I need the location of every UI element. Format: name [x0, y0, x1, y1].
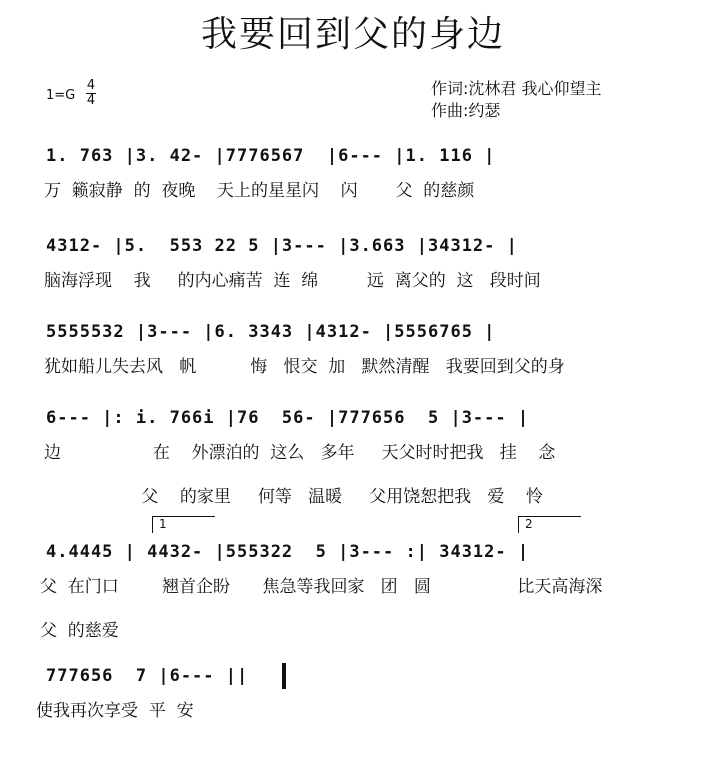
key-signature: 1=G — [46, 88, 76, 103]
time-signature-top: 4 — [86, 78, 96, 93]
lyric-row-5a: 父 在门口 翘首企盼 焦急等我回家 团 圆 比天高海深 — [40, 577, 603, 597]
lyric-row-4b: 父 的家里 何等 温暖 父用饶恕把我 爱 怜 — [44, 487, 543, 507]
notation-row-4: 6--- |: i. 766i |76 56- |777656 5 |3--- | — [46, 408, 530, 428]
notation-row-5: 4.4445 | 4432- |555322 5 |3--- :| 34312- | — [46, 542, 530, 562]
notation-row-3: 5555532 |3--- |6. 3343 |4312- |5556765 | — [46, 322, 496, 342]
notation-row-6: 777656 7 |6--- || — [46, 666, 249, 686]
volta-second: 2 — [518, 516, 581, 533]
lyric-row-4a: 边 在 外漂泊的 这么 多年 天父时时把我 挂 念 — [44, 443, 556, 463]
composer-credit: 作曲:约瑟 — [431, 101, 501, 120]
lyricist-credit: 作词:沈林君 我心仰望主 — [431, 79, 602, 98]
notation-row-1: 1. 763 |3. 42- |7776567 |6--- |1. 116 | — [46, 146, 496, 166]
time-signature-bottom: 4 — [86, 93, 96, 108]
lyric-row-5b: 父 的慈爱 — [40, 621, 119, 641]
lyric-row-3: 犹如船儿失去风 帆 悔 恨交 加 默然清醒 我要回到父的身 — [44, 357, 565, 377]
volta-first: 1 — [152, 516, 215, 533]
lyric-row-6: 使我再次享受 平 安 — [36, 701, 194, 721]
lyric-row-1: 万 籁寂静 的 夜晚 天上的星星闪 闪 父 的慈颜 — [44, 181, 475, 201]
final-barline — [282, 663, 286, 689]
lyric-row-2: 脑海浮现 我 的内心痛苦 连 绵 远 离父的 这 段时间 — [44, 271, 541, 291]
song-title: 我要回到父的身边 — [200, 14, 505, 55]
time-signature — [86, 80, 96, 107]
notation-row-2: 4312- |5. 553 22 5 |3--- |3.663 |34312- | — [46, 236, 518, 256]
